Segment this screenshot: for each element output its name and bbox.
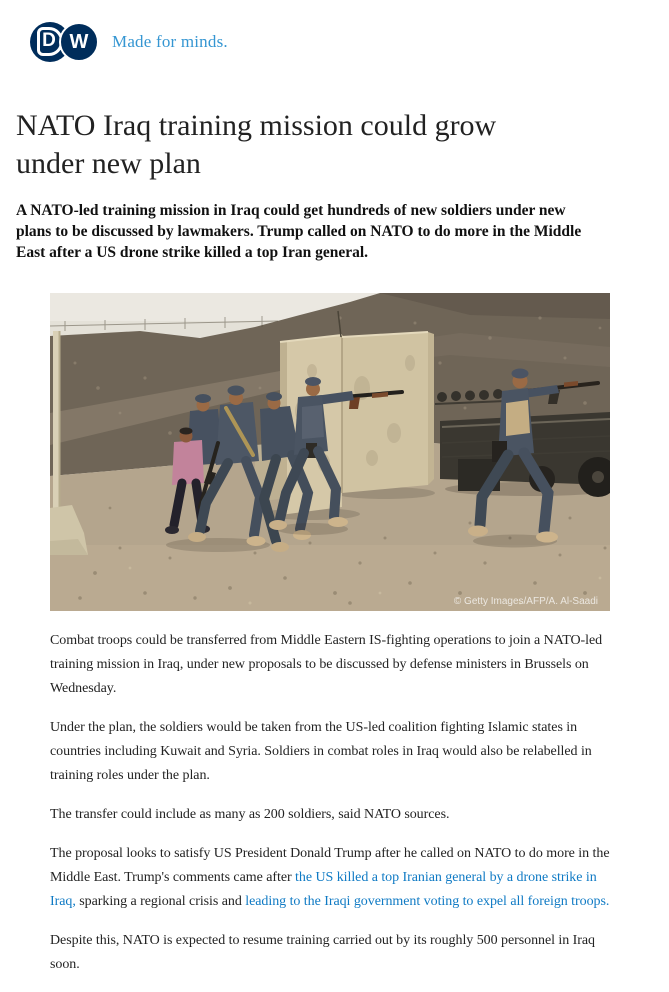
inline-link[interactable]: leading to the Iraqi government voting to expel all foreign troops. <box>245 894 610 910</box>
paragraph-text: Combat troops could be transferred from Middle Eastern IS-fighting operations to join a NATO-led training mission in Iraq, under new proposals to be discussed by defense ministers in Brussels on Wednesday. <box>50 633 603 697</box>
dw-logo-w-letter: W <box>69 30 89 53</box>
dw-logo-d-letter: D <box>37 27 63 56</box>
inline-link[interactable]: the US killed a top Iranian general by a drone strike in Iraq, <box>50 870 597 910</box>
photo-credit: © Getty Images/AFP/A. Al-Saadi <box>453 596 598 608</box>
paragraph-text: Despite this, NATO is expected to resume training carried out by its roughly 500 personnel in Iraq soon. <box>50 933 595 973</box>
paragraph-text: The transfer could include as many as 200 soldiers, said NATO sources. <box>50 807 450 823</box>
article-main <box>0 107 669 977</box>
paragraph-text: The proposal looks to satisfy US President Donald Trump after he called on NATO to do more in the Middle East. Trump's comments came after <box>50 846 610 886</box>
paragraph-text: sparking a regional crisis and <box>75 894 246 910</box>
article-body <box>50 629 612 977</box>
article-title: NATO Iraq training mission could grow under new plan <box>16 109 497 181</box>
site-tagline: Made for minds. <box>112 32 228 51</box>
article-paragraph <box>50 716 612 788</box>
article-paragraph <box>50 803 612 827</box>
site-header <box>0 0 669 62</box>
article-photo <box>50 293 610 611</box>
paragraph-text: Under the plan, the soldiers would be taken from the US-led coalition fighting Islamic states in countries including Kuwait and Syria. Soldiers in combat roles in Iraq would also be relabelled in training roles under the plan. <box>50 720 592 784</box>
dw-logo[interactable] <box>30 22 99 62</box>
article-paragraph <box>50 629 612 701</box>
article-lead: A NATO-led training mission in Iraq could get hundreds of new soldiers under new plans to be discussed by lawmakers. Trump called on NATO to do more in the Middle East after a US drone strike killed a top Iran general. <box>16 202 582 262</box>
article-paragraph <box>50 929 612 977</box>
article-paragraph <box>50 842 612 914</box>
dw-logo-w-circle <box>59 22 99 62</box>
article-figure <box>50 293 610 611</box>
